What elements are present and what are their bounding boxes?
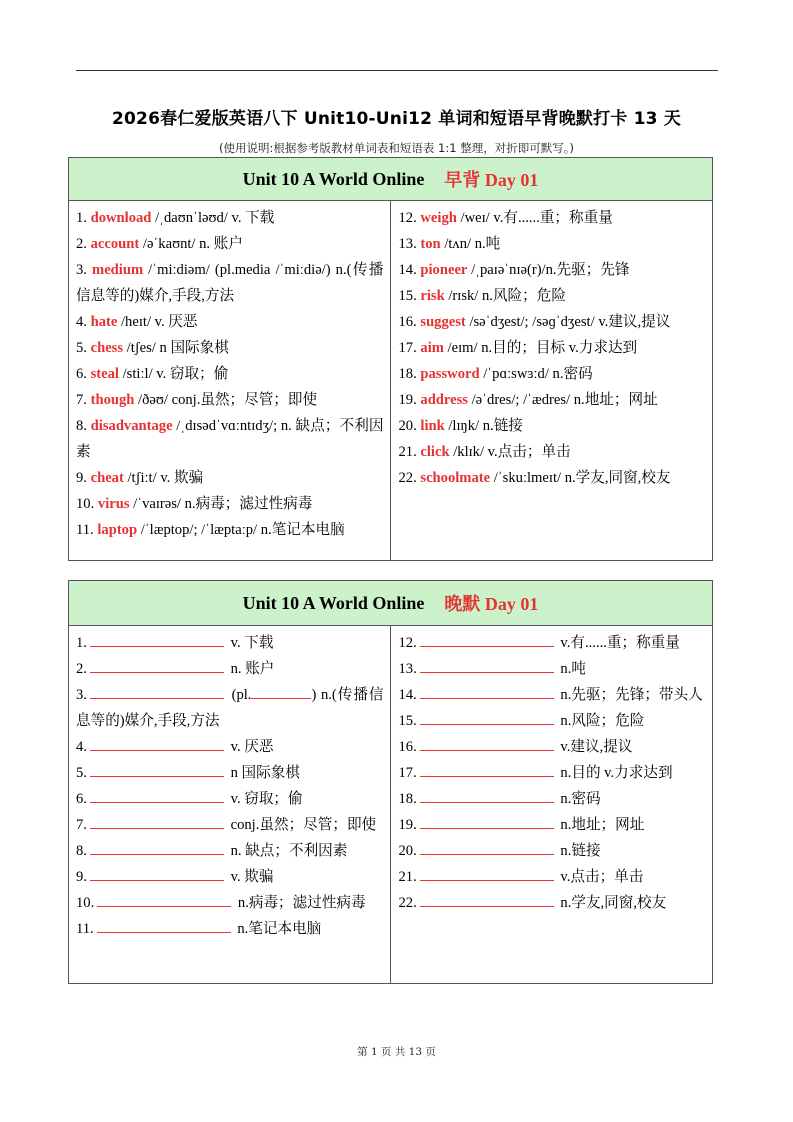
- chinese-meaning: v. 欺骗: [226, 869, 274, 885]
- chinese-meaning: n.病毒；滤过性病毒: [234, 895, 366, 911]
- evening-dictation-table: [68, 580, 713, 984]
- vocab-word: though: [90, 392, 135, 408]
- chinese-meaning: v. 下载: [226, 635, 274, 651]
- answer-blank[interactable]: [90, 762, 224, 777]
- entry-number: 20.: [398, 843, 417, 859]
- answer-blank[interactable]: [420, 814, 554, 829]
- entry-number: 16.: [398, 314, 421, 330]
- entry-number: 22.: [398, 470, 421, 486]
- vocab-definition: /ˌpaɪəˈnɪə(r)/n.先驱；先锋: [467, 262, 630, 278]
- chinese-meaning: n. 缺点；不利因素: [226, 843, 348, 859]
- vocab-entry: [399, 283, 707, 309]
- entry-number: 3.: [76, 262, 93, 278]
- dictation-entry: [76, 760, 384, 786]
- morning-left-column: [69, 201, 391, 560]
- plural-answer-blank[interactable]: [251, 684, 311, 699]
- dictation-entry: [76, 682, 384, 734]
- answer-blank[interactable]: [90, 658, 224, 673]
- entry-number: 20.: [398, 418, 421, 434]
- dictation-entry: [399, 760, 707, 786]
- vocab-definition: /heɪt/ v. 厌恶: [117, 314, 198, 330]
- dictation-entry: [76, 656, 384, 682]
- chinese-meaning: conj.虽然；尽管；即使: [226, 817, 377, 833]
- entry-number: 6.: [76, 791, 87, 807]
- dictation-entry: [399, 890, 707, 916]
- entry-number: 22.: [398, 895, 417, 911]
- vocab-entry: [76, 309, 384, 335]
- vocab-definition: /eɪm/ n.目的；目标 v.力求达到: [443, 340, 638, 356]
- entry-number: 3.: [76, 687, 87, 703]
- vocab-entry: [399, 465, 707, 491]
- vocab-definition: /səˈdʒest/; /səɡˈdʒest/ v.建议,提议: [465, 314, 671, 330]
- vocab-definition: /ˈskuːlmeɪt/ n.学友,同窗,校友: [490, 470, 671, 486]
- vocab-entry: [76, 335, 384, 361]
- page-number: 第 1 页 共 13 页: [357, 1046, 436, 1058]
- entry-number: 4.: [76, 314, 91, 330]
- entry-number: 21.: [398, 444, 421, 460]
- chinese-meaning: n.风险；危险: [556, 713, 645, 729]
- evening-right-column: [391, 626, 713, 983]
- vocab-word: hate: [90, 314, 118, 330]
- vocab-definition: /ˈpɑːswɜːd/ n.密码: [479, 366, 593, 382]
- answer-blank[interactable]: [420, 840, 554, 855]
- dictation-entry: [399, 864, 707, 890]
- dictation-entry: [76, 916, 384, 942]
- vocab-definition: /lɪŋk/ n.链接: [444, 418, 523, 434]
- vocab-word: disadvantage: [90, 418, 173, 434]
- dictation-entry: [76, 890, 384, 916]
- vocab-definition: /ˌdaʊnˈləʊd/ v. 下载: [151, 210, 275, 226]
- vocab-definition: /ˌdɪsədˈvɑːntɪdʒ/; n. 缺点；不利因素: [76, 418, 384, 460]
- entry-number: 1.: [76, 635, 87, 651]
- vocab-word: address: [420, 392, 468, 408]
- entry-number: 17.: [398, 765, 417, 781]
- chinese-meaning: v. 窃取；偷: [226, 791, 303, 807]
- entry-number: 4.: [76, 739, 87, 755]
- vocab-word: aim: [420, 340, 444, 356]
- dictation-entry: [399, 682, 707, 708]
- dictation-entry: [76, 630, 384, 656]
- entry-number: 7.: [76, 392, 91, 408]
- vocab-word: weigh: [420, 210, 457, 226]
- entry-number: 9.: [76, 470, 91, 486]
- entry-number: 19.: [398, 817, 417, 833]
- evening-left-column: [69, 626, 391, 983]
- vocab-definition: /weɪ/ v.有......重；称重量: [456, 210, 613, 226]
- vocab-entry: [399, 231, 707, 257]
- entry-number: 2.: [76, 236, 91, 252]
- entry-number: 8.: [76, 843, 87, 859]
- entry-number: 15.: [398, 713, 417, 729]
- chinese-meaning: n.目的 v.力求达到: [556, 765, 673, 781]
- vocab-word: laptop: [97, 522, 138, 538]
- vocab-definition: /ðəʊ/ conj.虽然；尽管；即使: [134, 392, 318, 408]
- vocab-definition: /stiːl/ v. 窃取；偷: [118, 366, 229, 382]
- entry-number: 10.: [76, 895, 95, 911]
- vocab-definition: /klɪk/ v.点击；单击: [449, 444, 571, 460]
- vocab-entry: [76, 361, 384, 387]
- unit-title: Unit 10 A World Online: [242, 592, 425, 613]
- vocab-definition: /tʃiːt/ v. 欺骗: [123, 470, 204, 486]
- dictation-entry: [399, 734, 707, 760]
- dictation-entry: [399, 708, 707, 734]
- vocab-entry: [76, 517, 384, 543]
- chinese-meaning: n.密码: [556, 791, 601, 807]
- chinese-meaning: ) n.(传播信息等的)媒介,手段,方法: [76, 687, 384, 729]
- answer-blank[interactable]: [420, 710, 554, 725]
- vocab-word: schoolmate: [420, 470, 491, 486]
- morning-day-tag: 早背 Day 01: [444, 170, 539, 190]
- entry-number: 13.: [398, 661, 417, 677]
- entry-number: 12.: [398, 210, 421, 226]
- chinese-meaning: v.有......重；称重量: [556, 635, 680, 651]
- vocab-definition: /əˈdres/; /ˈædres/ n.地址；网址: [467, 392, 658, 408]
- answer-blank[interactable]: [420, 762, 554, 777]
- dictation-entry: [76, 864, 384, 890]
- evening-day-tag: 晚默 Day 01: [444, 594, 539, 614]
- answer-blank[interactable]: [90, 684, 224, 699]
- vocab-word: steal: [90, 366, 119, 382]
- entry-number: 6.: [76, 366, 91, 382]
- vocab-definition: /ˈlæptop/; /ˈlæptaːp/ n.笔记本电脑: [137, 522, 345, 538]
- vocab-word: account: [90, 236, 140, 252]
- entry-number: 14.: [398, 262, 421, 278]
- entry-number: 11.: [76, 921, 94, 937]
- entry-number: 7.: [76, 817, 87, 833]
- vocab-word: virus: [97, 496, 130, 512]
- morning-vocab-table: [68, 157, 713, 561]
- document-instructions: (使用说明:根据参考版教材单词表和短语表 1:1 整理，对折即可默写。): [219, 141, 574, 155]
- chinese-meaning: n.链接: [556, 843, 601, 859]
- chinese-meaning: n 国际象棋: [226, 765, 300, 781]
- vocab-entry: [399, 387, 707, 413]
- vocab-definition: /ˈvaɪrəs/ n.病毒；滤过性病毒: [129, 496, 313, 512]
- dictation-entry: [76, 734, 384, 760]
- vocab-entry: [76, 465, 384, 491]
- chinese-meaning: n.学友,同窗,校友: [556, 895, 667, 911]
- vocab-word: cheat: [90, 470, 124, 486]
- answer-blank[interactable]: [90, 814, 224, 829]
- entry-number: 10.: [76, 496, 98, 512]
- answer-blank[interactable]: [420, 632, 554, 647]
- vocab-entry: [399, 335, 707, 361]
- entry-number: 19.: [398, 392, 421, 408]
- chinese-meaning: v.点击；单击: [556, 869, 644, 885]
- answer-blank[interactable]: [97, 918, 231, 933]
- unit-title: Unit 10 A World Online: [242, 168, 425, 189]
- vocab-entry: [399, 439, 707, 465]
- vocab-definition: /əˈkaʊnt/ n. 账户: [139, 236, 243, 252]
- vocab-entry: [399, 257, 707, 283]
- chinese-meaning: n. 账户: [226, 661, 275, 677]
- chinese-meaning: n.先驱；先锋；带头人: [556, 687, 703, 703]
- chinese-meaning: n.吨: [556, 661, 586, 677]
- entry-number: 11.: [76, 522, 98, 538]
- vocab-word: ton: [420, 236, 441, 252]
- vocab-entry: [399, 361, 707, 387]
- vocab-entry: [399, 205, 707, 231]
- entry-number: 15.: [398, 288, 421, 304]
- vocab-definition: /tʃes/ n 国际象棋: [123, 340, 229, 356]
- vocab-word: medium: [92, 262, 144, 278]
- answer-blank[interactable]: [97, 892, 231, 907]
- chinese-meaning: n.笔记本电脑: [233, 921, 322, 937]
- evening-table-header: [69, 581, 712, 626]
- vocab-entry: [76, 413, 384, 465]
- entry-number: 17.: [398, 340, 421, 356]
- entry-number: 16.: [398, 739, 417, 755]
- answer-blank[interactable]: [420, 866, 554, 881]
- vocab-word: chess: [90, 340, 124, 356]
- vocab-definition: /rɪsk/ n.风险；危险: [444, 288, 566, 304]
- entry-number: 2.: [76, 661, 87, 677]
- vocab-entry: [76, 231, 384, 257]
- entry-number: 12.: [398, 635, 417, 651]
- answer-blank[interactable]: [420, 736, 554, 751]
- answer-blank[interactable]: [420, 658, 554, 673]
- vocab-word: download: [90, 210, 152, 226]
- entry-number: 13.: [398, 236, 421, 252]
- answer-blank[interactable]: [90, 840, 224, 855]
- plural-label: (pl.: [226, 687, 252, 703]
- vocab-entry: [76, 205, 384, 231]
- dictation-entry: [399, 786, 707, 812]
- vocab-word: pioneer: [420, 262, 468, 278]
- morning-right-column: [391, 201, 713, 560]
- entry-number: 9.: [76, 869, 87, 885]
- vocab-word: suggest: [420, 314, 466, 330]
- entry-number: 1.: [76, 210, 91, 226]
- answer-blank[interactable]: [90, 736, 224, 751]
- entry-number: 21.: [398, 869, 417, 885]
- answer-blank[interactable]: [90, 788, 224, 803]
- document-title: 2026春仁爱版英语八下 Unit10-Uni12 单词和短语早背晚默打卡 13 天: [111, 109, 681, 129]
- dictation-entry: [399, 630, 707, 656]
- morning-table-header: [69, 158, 712, 201]
- chinese-meaning: n.地址；网址: [556, 817, 645, 833]
- dictation-entry: [399, 838, 707, 864]
- vocab-entry: [76, 257, 384, 309]
- entry-number: 5.: [76, 765, 87, 781]
- vocab-entry: [399, 413, 707, 439]
- dictation-entry: [399, 812, 707, 838]
- dictation-entry: [76, 838, 384, 864]
- entry-number: 8.: [76, 418, 91, 434]
- chinese-meaning: v.建议,提议: [556, 739, 633, 755]
- entry-number: 18.: [398, 366, 421, 382]
- dictation-entry: [399, 656, 707, 682]
- vocab-definition: /ˈmiːdiəm/ (pl.media /ˈmiːdiə/) n.(传播信息等的)媒介,手段,方法: [76, 262, 384, 304]
- dictation-entry: [76, 812, 384, 838]
- dictation-entry: [76, 786, 384, 812]
- vocab-word: risk: [420, 288, 445, 304]
- vocab-word: link: [420, 418, 445, 434]
- entry-number: 14.: [398, 687, 417, 703]
- vocab-entry: [76, 491, 384, 517]
- answer-blank[interactable]: [420, 892, 554, 907]
- vocab-word: click: [420, 444, 450, 460]
- answer-blank[interactable]: [420, 684, 554, 699]
- vocab-word: password: [420, 366, 480, 382]
- entry-number: 18.: [398, 791, 417, 807]
- chinese-meaning: v. 厌恶: [226, 739, 274, 755]
- vocab-entry: [76, 387, 384, 413]
- answer-blank[interactable]: [90, 632, 224, 647]
- vocab-entry: [399, 309, 707, 335]
- vocab-definition: /tʌn/ n.吨: [440, 236, 501, 252]
- entry-number: 5.: [76, 340, 91, 356]
- answer-blank[interactable]: [90, 866, 224, 881]
- header-rule: [76, 70, 718, 71]
- answer-blank[interactable]: [420, 788, 554, 803]
